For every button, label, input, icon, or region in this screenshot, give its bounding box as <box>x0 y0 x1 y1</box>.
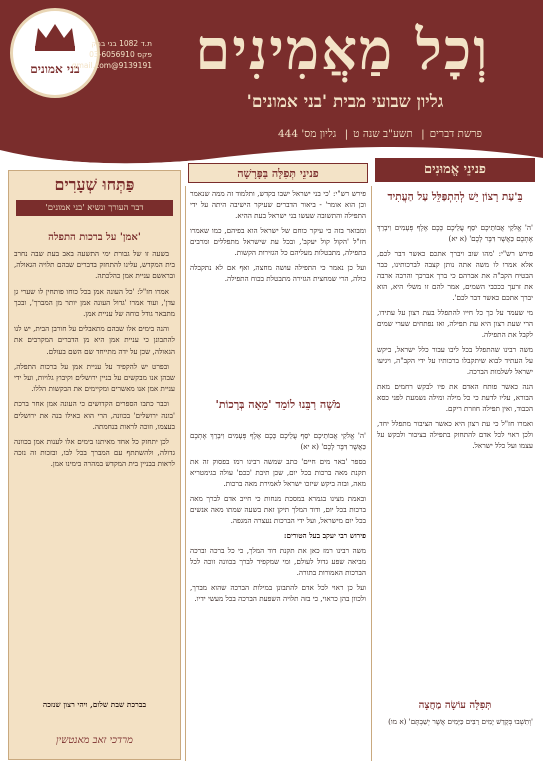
right-paragraph: ואמרו חז"ל כי עת רצון היא כאשר הציבור מתפלל יחד, ולכן ראוי לכל אדם להתחזק בתפילה בציבור ולבקש על עצמו ועל כלל ישראל. <box>377 419 533 450</box>
left-paragraph: וכבר כתבו הספרים הקדושים כי העונה אמן אחר ברכת 'בונה ירושלים' בכוונה, הרי הוא כאילו בנה את ירושלים בעצמו, וזוכה לראות בנחמתה. <box>14 399 175 431</box>
crown-icon <box>32 20 78 52</box>
right-heading-2: תְּפִלָּה עוֹשָׂה מַחֲצָה <box>418 700 492 711</box>
left-heading: פַּתְּחוּ שְׁעָרִים <box>54 175 135 194</box>
middle-paragraph: ומבואר בזה כי עיקר כוחם של ישראל הוא בפיהם, כמו שאמרו חז"ל 'הקול קול יעקב', ובכל עת שישראל מתפללים ומרבים בתפילה, מתבטלות מעליהם כל הגזירות הקשות. <box>190 226 366 257</box>
contact-address: ת.ד 1082 בני ברק <box>91 39 152 48</box>
logo <box>10 8 152 138</box>
middle-heading: מֹשֶׁה רַבֵּנוּ לוֹמֵד 'מֵאָה בְּרָכוֹת' <box>215 398 341 411</box>
middle-paragraph: ועל כן נאמר כי התפילה עושה מחצה, ואף אם לא נתקבלה כולה, הרי שמחצית הגזירה מתבטלת בכוח התפילה. <box>190 263 366 283</box>
middle-subheading: פירוש רבי יעקב בעל הטורים: <box>283 531 366 540</box>
left-signature: מרדכי זאב מאנטשין <box>56 735 133 746</box>
left-signoff: בברכת שבת שלום, ויהי רצון שנזכה <box>42 700 147 709</box>
right-paragraph: משה רבינו שהתפלל בכל ליבו עבור כלל ישראל, ביקש על העתיד לבוא שיתקבלו ברכותיו על ידי הקב"ה, ויגיעו ישראל לשלמות הברכה. <box>377 345 533 376</box>
left-body <box>14 248 175 688</box>
issue-year: תשע"ב שנה ט <box>353 128 413 140</box>
issue-number: גליון מס' 444 <box>277 128 337 140</box>
column-divider <box>185 186 186 761</box>
middle-paragraph: 'ה' אֱלֹקֵי אֲבוֹתֵיכֶם יֹסֵף עֲלֵיכֶם כָּכֶם אֶלֶף פְּעָמִים וִיבָרֵךְ אֶתְכֶם כַּאֲשֶׁר דִּבֶּר לָכֶם' (א יא) <box>190 431 366 451</box>
left-paragraph: בשעה זו של גבורת ימי התשעה באב בעת שבה נחרב בית המקדש, עלינו להתחזק בדברים שבהם תלויה הגאולה, ובראשם עניית אמן כהלכתה. <box>14 249 175 281</box>
left-paragraph: והנה בימים אלו שבהם מתאבלים על חורבן הבית, יש לנו להתבונן כי עניית אמן היא מן הדברים המקרבים את הגאולה, שכן על ידה מתייחד שם השם בעולם. <box>14 324 175 356</box>
middle-paragraph: משה רבינו רמז כאן את תקנת דוד המלך, כי כל ברכה וברכה מביאה שפע גדול לעולם, ומי שמקפיד לברך בכוונה זוכה לכל הברכות האמורות בתורה. <box>190 546 366 577</box>
contact-fax: פקס 03-6056910 <box>89 50 152 59</box>
left-paragraph: לכן יתחזק כל אחד מאיתנו בימים אלו לענות אמן בכוונה גדולה, ולהשתתף עם המברך בכל לבו, ובזכות זה נזכה לראות בבניין בית המקדש במהרה בימינו אמן. <box>14 437 175 469</box>
right-paragraph: 'ה' אֱלֹקֵי אֲבוֹתֵיכֶם יֹסֵף עֲלֵיכֶם כָּכֶם אֶלֶף פְּעָמִים וִיבָרֵךְ אֶתְכֶם כַּאֲשֶׁר דִּבֶּר לָכֶם' (א יא) <box>377 223 533 243</box>
masthead-title: וְכָל מַאֲמִינִים <box>195 17 490 83</box>
right-heading: בֵּ'עַת רָצוֹן יֵשׁ לְהִתְפַּלֵּל עַל הַעֲתִיד <box>387 191 523 203</box>
right-body <box>377 222 533 692</box>
left-paragraph: אמרו חז"ל: 'כל העונה אמן בכל כוחו פותחין לו שערי גן עדן', ועוד אמרו 'גדול העונה אמן יותר מן המברך', ובכך מתבאר גודל כוחה של עניית אמן. <box>14 286 175 319</box>
middle-top-body <box>190 188 366 393</box>
right-body-2: 'וְתִשְׁבוּ בְּקָדֵשׁ יָמִים רַבִּים כַּיָּמִים אֲשֶׁר יְשַׁבְתֶּם' (א מו) <box>388 717 533 726</box>
middle-paragraph: פירש רש"י: 'כי בני ישראל ישבו בקדש, ותלמוד זה ממה שנאמר וכן הוא אומר' - ביאור הדברים שעיקר הישיבה היתה על ידי התפילה והתשובה שעשו בני ישראל בעת ההיא. <box>190 189 366 220</box>
left-subheading: 'אמן' על ברכות התפלה <box>48 232 141 243</box>
column-divider <box>371 186 372 761</box>
contact-email: 9139191@gmail.com <box>71 61 152 70</box>
logo-name: בני אמונים <box>30 62 80 76</box>
left-subbar: דבר העורך ונשיא 'בני אמונים' <box>16 200 173 216</box>
middle-paragraph: ועל כן ראוי לכל אדם להתבונן במילות הברכה שהוא מברך, ולכוון בהן כראוי, כי בזה תלויה השפעת הברכה בכל מעשי ידיו. <box>190 583 366 603</box>
logo-contact <box>71 38 152 71</box>
right-paragraph: פירש רש"י: 'מהו שוב ויברך אתכם כאשר דבר לכם, אלא אמרו לו משה אתה נותן קצבה לברכותינו, כבר הבטיח הקב"ה את אברהם כי ברך אברכך והרבה ארבה את זרעך כככבי השמים, אמר להם זו משלי היא, הוא יברך אתכם כאשר דבר לכם'. <box>377 249 533 302</box>
middle-body <box>190 430 366 760</box>
right-paragraph: הנה כאשר פותח האדם את פיו לבקש רחמים מאת הבורא, עליו לדעת כי כל מילה ומילה נשמעת לפני כסא הכבוד, ואין תפילה חוזרת ריקם. <box>377 382 533 413</box>
masthead-subtitle: גליון שבועי מבית 'בני אמונים' <box>246 92 444 112</box>
issue-parasha: פרשת דברים <box>429 128 483 140</box>
issue-line: פרשת דברים| תשע"ב שנה ט| גליון מס' 444 <box>277 128 483 140</box>
right-paragraph: מי שעמד על כך כל חייו להתפלל בעת רצון על עתידו, הרי שעת רצון היא עת תפילה, ואז נפתחים שערי שמים לקבל את התפילה. <box>377 308 533 339</box>
middle-column-bar: פנינֵי תְּפִלָּה בַּפָּרָשָׁה <box>188 163 368 183</box>
middle-paragraph: ובאמת מצינו בגמרא במסכת מנחות כי חייב אדם לברך מאה ברכות בכל יום, ודוד המלך תיקן זאת בשעה שמתו מאה אנשים בכל יום מישראל, ועל ידי הברכות נעצרה המגפה. <box>190 494 366 525</box>
right-column-bar: פנינֵי אֱמוּנִים <box>375 158 535 182</box>
middle-paragraph: בספר 'באר מים חיים' כתב שמשה רבינו רמז בפסוק זה את תקנת מאה ברכות בכל יום, שכן תיבת 'ככם' עולה בגימטריא מאה, ובזה ביקש שיזכו ישראל לאמירת מאה ברכות. <box>190 457 366 488</box>
left-paragraph: ובפרט יש להקפיד על עניית אמן על ברכות התפלה, שבהן אנו מבקשים על בניין ירושלים וקיבוץ גלויות, ועל ידי עניית אמן אנו מאשרים ומקיימים את הבקשות הללו. <box>14 361 175 394</box>
